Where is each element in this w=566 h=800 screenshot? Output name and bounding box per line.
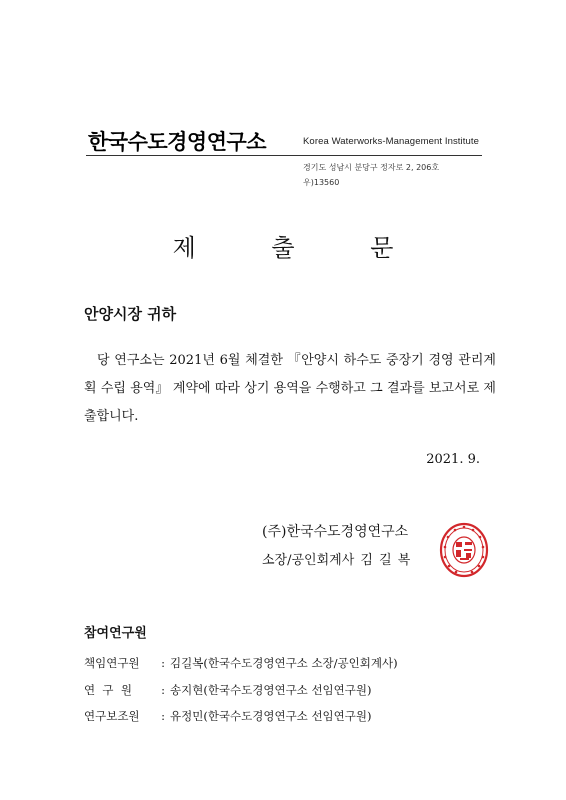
staff-row xyxy=(84,708,371,724)
recipient-line: 안양시장 귀하 xyxy=(84,305,177,323)
org-name-korean: 한국수도경영연구소 xyxy=(88,130,267,154)
staff-role: 연구보조원 xyxy=(84,709,140,723)
staff-detail: 김길복(한국수도경영연구소 소장/공인회계사) xyxy=(170,656,398,670)
staff-separator: : xyxy=(161,709,165,723)
staff-section-heading: 참여연구원 xyxy=(84,626,147,641)
staff-separator: : xyxy=(161,683,165,697)
org-name-english: Korea Waterworks-Management Institute xyxy=(303,136,480,147)
staff-detail: 유정민(한국수도경영연구소 선임연구원) xyxy=(170,709,372,723)
submission-date: 2021. 9. xyxy=(426,452,480,467)
header-divider xyxy=(86,155,482,156)
staff-row xyxy=(84,682,371,698)
staff-role: 책임연구원 xyxy=(84,656,140,670)
official-seal-icon xyxy=(439,522,489,578)
org-address: 경기도 성남시 분당구 정자로 2, 206호 xyxy=(303,163,440,172)
org-postal-code: 우)13560 xyxy=(303,178,340,187)
staff-detail: 송지현(한국수도경영연구소 선임연구원) xyxy=(170,683,372,697)
staff-row xyxy=(84,655,398,671)
staff-role: 연 구 원 xyxy=(84,683,132,697)
submission-body: 당 연구소는 2021년 6월 체결한 『안양시 하수도 중장기 경영 관리계획 수립 용역』 계약에 따라 상기 용역을 수행하고 그 결과를 보고서로 제출합니다. xyxy=(84,353,496,424)
staff-separator: : xyxy=(161,656,165,670)
document-title: 제 출 문 xyxy=(172,234,428,262)
signer-name: 소장/공인회계사 김 길 복 xyxy=(262,553,411,568)
signer-organization: (주)한국수도경영연구소 xyxy=(262,524,409,540)
